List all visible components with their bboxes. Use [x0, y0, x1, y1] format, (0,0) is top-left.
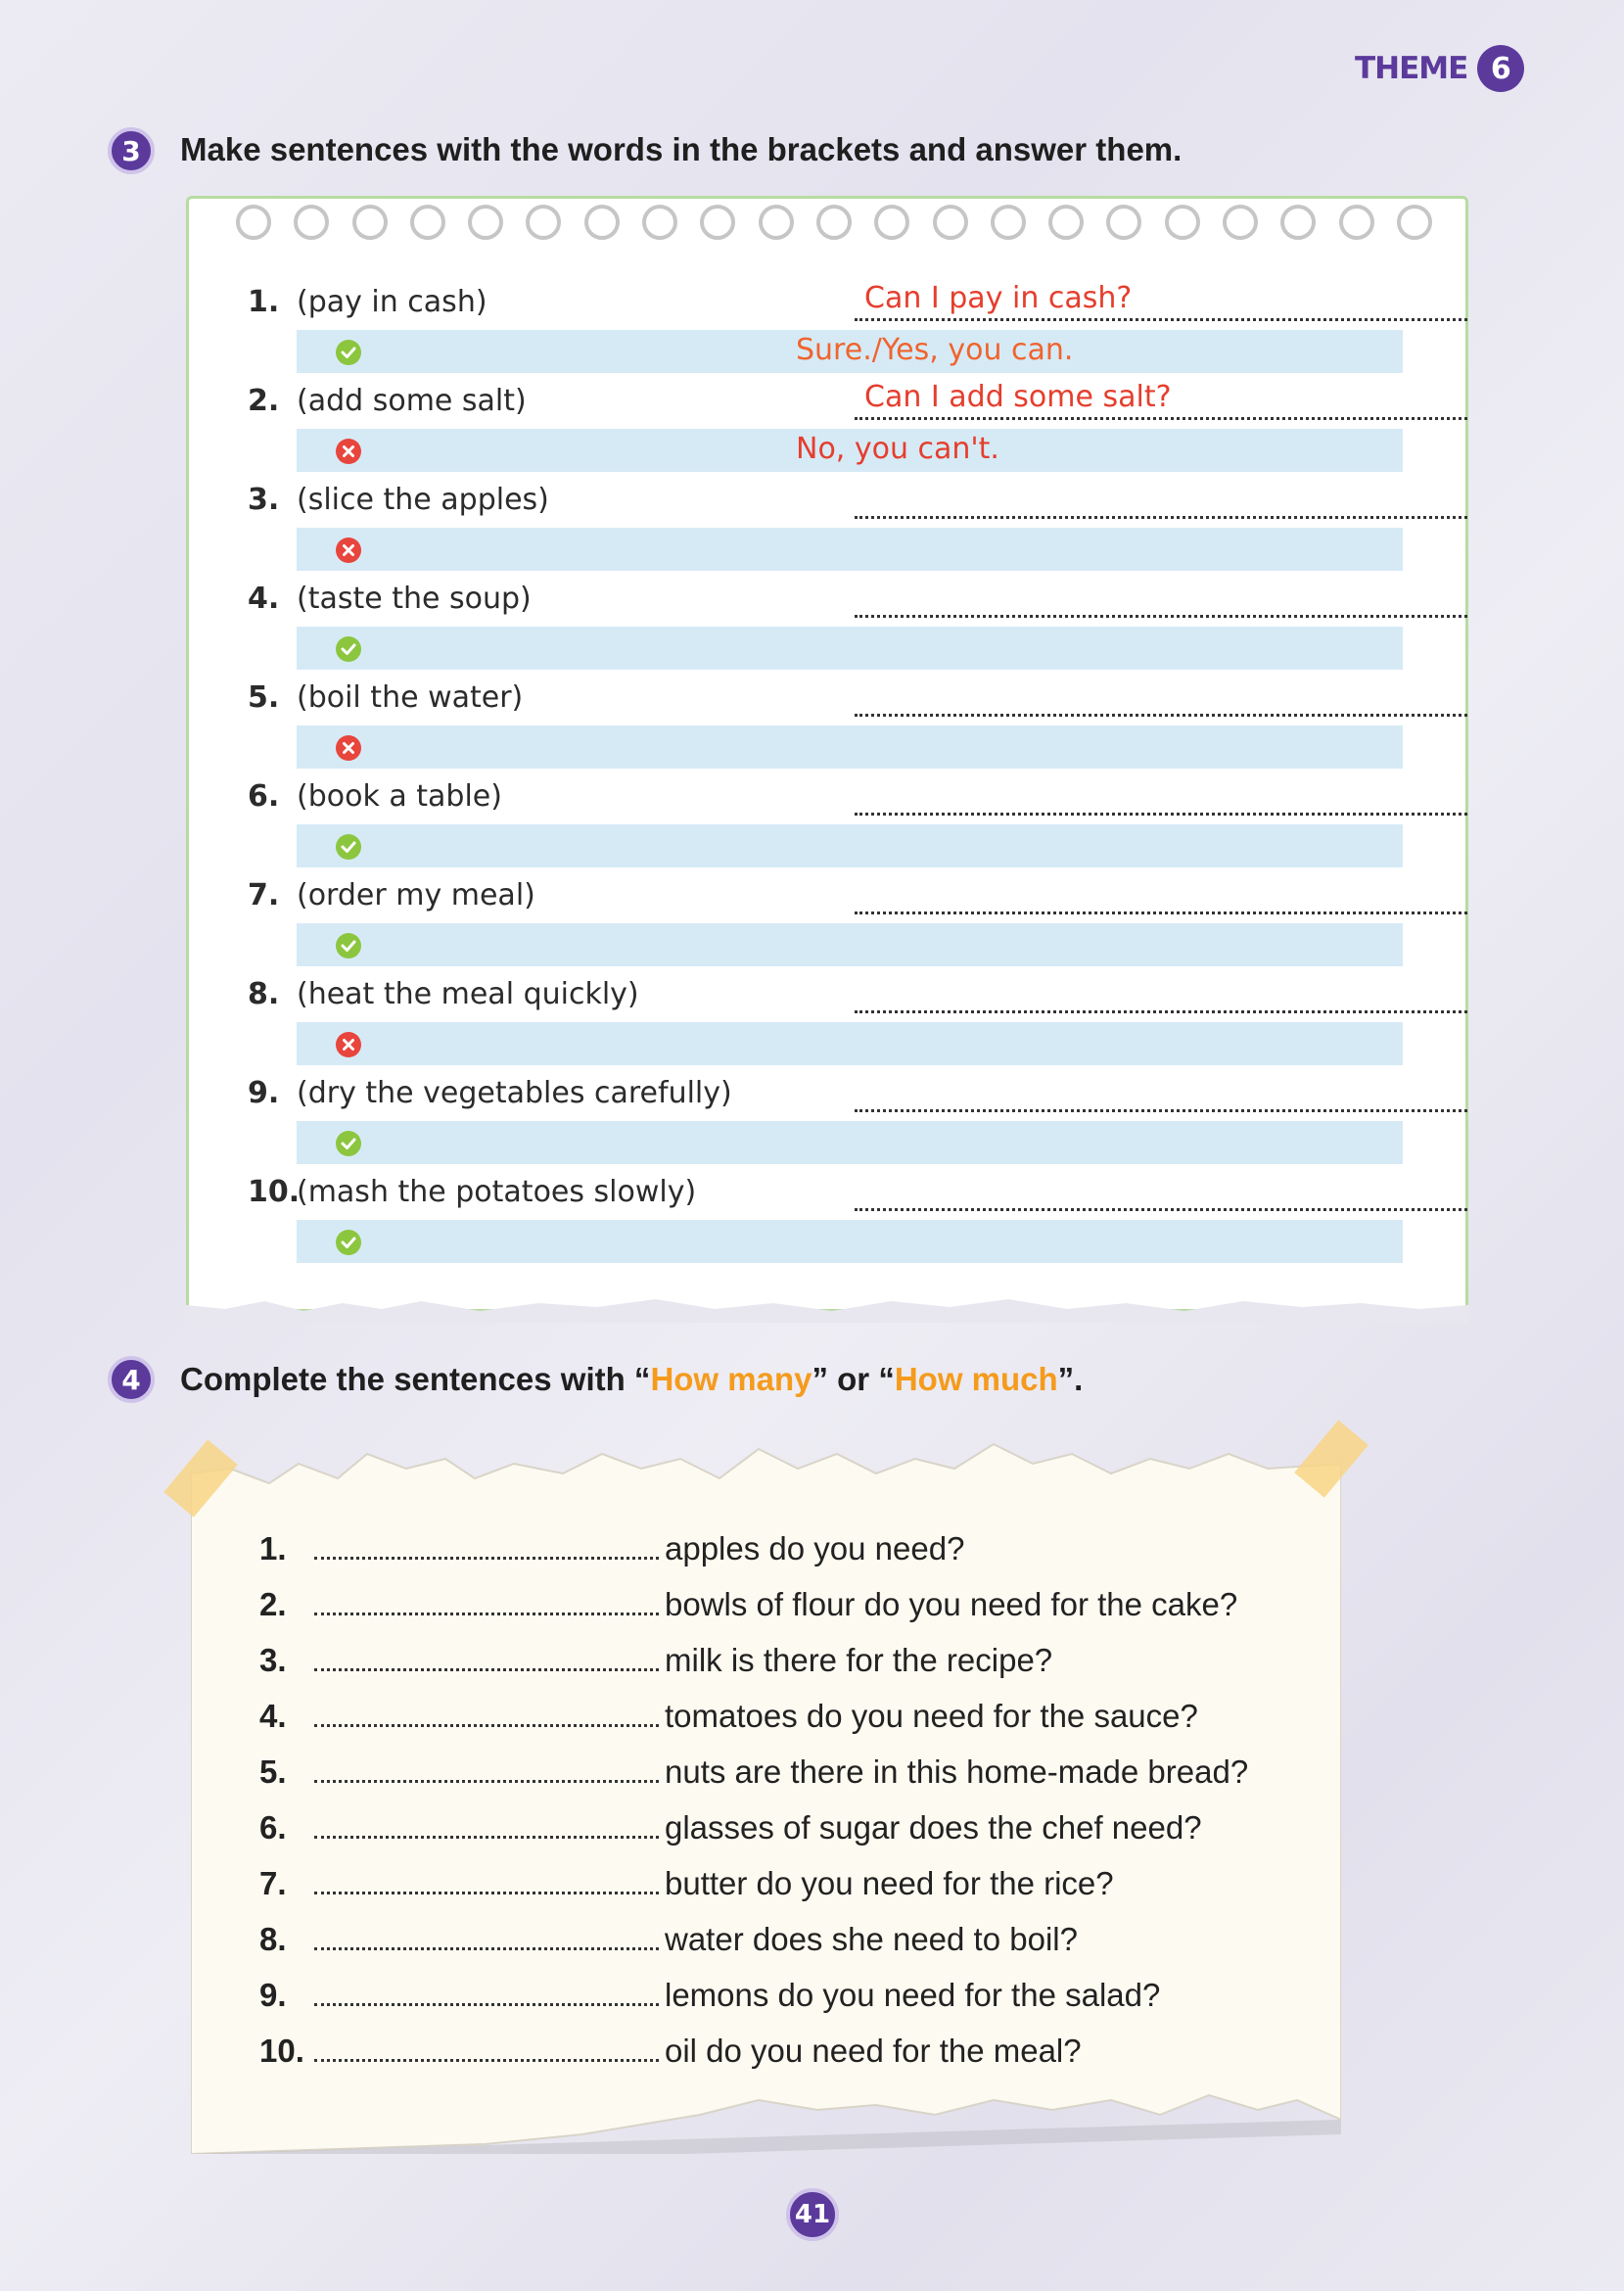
sentence-number: 1. — [259, 1530, 287, 1566]
sentence-text: bowls of flour do you need for the cake? — [665, 1586, 1238, 1622]
question-prompt: (add some salt) — [297, 384, 527, 418]
reply-text: No, you can't. — [796, 432, 999, 466]
question-prompt: (book a table) — [297, 779, 502, 814]
reply-band[interactable] — [297, 1220, 1403, 1263]
question-prompt: (boil the water) — [297, 680, 524, 715]
blank-line[interactable] — [314, 1866, 659, 1894]
answer-line[interactable] — [855, 1010, 1467, 1013]
check-circle-icon — [336, 834, 361, 860]
question-prompt: (dry the vegetables carefully) — [297, 1076, 732, 1110]
answer-line[interactable] — [855, 912, 1467, 914]
sentence-row — [259, 1977, 1160, 2030]
question-number: 8. — [248, 977, 280, 1011]
sentence-number: 9. — [259, 1977, 287, 2013]
reply-band[interactable] — [297, 627, 1403, 670]
cross-circle-icon — [336, 1032, 361, 1057]
exercise-4-title — [180, 1361, 1083, 1398]
sentence-text: water does she need to boil? — [665, 1921, 1078, 1957]
question-prompt: (mash the potatoes slowly) — [297, 1175, 697, 1209]
notebook-ring — [410, 205, 445, 240]
question-number: 10. — [248, 1175, 301, 1209]
notebook-ring — [816, 205, 852, 240]
notebook-ring — [236, 205, 271, 240]
sentence-text: milk is there for the recipe? — [665, 1642, 1053, 1678]
theme-label: THEME — [1355, 51, 1468, 86]
sentence-text: butter do you need for the rice? — [665, 1865, 1114, 1901]
notebook-ring — [759, 205, 794, 240]
sentence-row — [259, 1586, 1237, 1639]
reply-band[interactable] — [297, 824, 1403, 867]
check-circle-icon — [336, 1131, 361, 1156]
notebook-ring — [294, 205, 329, 240]
cross-circle-icon — [336, 538, 361, 563]
blank-line[interactable] — [314, 1810, 659, 1839]
notebook-ring — [991, 205, 1026, 240]
question-prompt: (pay in cash) — [297, 285, 487, 319]
question-prompt: (heat the meal quickly) — [297, 977, 639, 1011]
reply-band[interactable] — [297, 1121, 1403, 1164]
sentence-number: 8. — [259, 1921, 287, 1957]
question-number: 3. — [248, 483, 280, 517]
answer-line[interactable] — [855, 1208, 1467, 1211]
notebook-ring — [700, 205, 735, 240]
blank-line[interactable] — [314, 1587, 659, 1615]
question-number: 2. — [248, 384, 280, 418]
answer-line[interactable] — [855, 417, 1467, 420]
question-row — [248, 771, 1442, 820]
notebook-ring — [1106, 205, 1141, 240]
sentence-number: 10. — [259, 2033, 304, 2069]
reply-band[interactable] — [297, 429, 1403, 472]
answer-line[interactable] — [855, 318, 1467, 321]
sentence-row — [259, 1698, 1198, 1751]
notebook-ring — [874, 205, 909, 240]
cross-circle-icon — [336, 439, 361, 464]
exercise-4-paper — [191, 1425, 1341, 2154]
notebook-ring — [1280, 205, 1316, 240]
blank-line[interactable] — [314, 1922, 659, 1950]
question-number: 4. — [248, 582, 280, 616]
sentence-text: tomatoes do you need for the sauce? — [665, 1698, 1198, 1734]
question-row — [248, 574, 1442, 623]
cross-circle-icon — [336, 735, 361, 761]
check-circle-icon — [336, 1230, 361, 1255]
notebook-ring — [468, 205, 503, 240]
notebook-ring — [1223, 205, 1258, 240]
reply-band[interactable] — [297, 1022, 1403, 1065]
option-how-much: How much — [894, 1361, 1058, 1397]
question-row — [248, 969, 1442, 1018]
question-row — [248, 673, 1442, 722]
check-circle-icon — [336, 340, 361, 365]
reply-band[interactable] — [297, 330, 1403, 373]
blank-line[interactable] — [314, 1531, 659, 1560]
reply-band[interactable] — [297, 725, 1403, 769]
check-circle-icon — [336, 636, 361, 662]
sentence-row — [259, 1865, 1114, 1918]
answer-line[interactable] — [855, 516, 1467, 519]
question-number: 9. — [248, 1076, 280, 1110]
question-number: 1. — [248, 285, 280, 319]
sentence-row — [259, 1642, 1052, 1695]
sentence-text: nuts are there in this home-made bread? — [665, 1753, 1249, 1790]
sentence-row — [259, 1753, 1248, 1806]
notebook-rings — [236, 205, 1455, 240]
exercise-3-title: Make sentences with the words in the brackets and answer them. — [180, 131, 1183, 167]
question-number: 6. — [248, 779, 280, 814]
exercise-3-number: 3 — [108, 127, 155, 174]
question-number: 7. — [248, 878, 280, 912]
sentence-number: 2. — [259, 1586, 287, 1622]
question-row — [248, 376, 1442, 425]
exercise-4-title-prefix: Complete the sentences with “ — [180, 1361, 651, 1397]
answer-line[interactable] — [855, 1109, 1467, 1112]
sentence-text: oil do you need for the meal? — [665, 2033, 1082, 2069]
blank-line[interactable] — [314, 1699, 659, 1727]
notebook-ring — [1397, 205, 1432, 240]
sentence-row — [259, 1809, 1202, 1862]
notebook-ring — [1165, 205, 1200, 240]
notebook-ring — [352, 205, 388, 240]
question-row — [248, 1167, 1442, 1216]
reply-band[interactable] — [297, 528, 1403, 571]
sentence-number: 5. — [259, 1753, 287, 1790]
sentence-number: 7. — [259, 1865, 287, 1901]
blank-line[interactable] — [314, 1978, 659, 2006]
answer-line[interactable] — [855, 615, 1467, 618]
exercise-3-notebook — [186, 196, 1468, 1312]
question-row — [248, 475, 1442, 524]
notebook-ring — [933, 205, 968, 240]
torn-edge — [186, 1295, 1468, 1323]
exercise-4-title-mid: ” or “ — [812, 1361, 895, 1397]
page-number: 41 — [786, 2188, 839, 2241]
theme-header — [1355, 45, 1524, 92]
sentence-text: lemons do you need for the salad? — [665, 1977, 1161, 2013]
answer-line[interactable] — [855, 714, 1467, 717]
answer-line[interactable] — [855, 813, 1467, 816]
sentence-number: 6. — [259, 1809, 287, 1846]
question-answer: Can I pay in cash? — [864, 281, 1133, 315]
question-prompt: (slice the apples) — [297, 483, 549, 517]
option-how-many: How many — [650, 1361, 812, 1397]
question-prompt: (taste the soup) — [297, 582, 532, 616]
blank-line[interactable] — [314, 2034, 659, 2062]
notebook-ring — [526, 205, 561, 240]
question-number: 5. — [248, 680, 280, 715]
question-row — [248, 1068, 1442, 1117]
exercise-4-title-suffix: ”. — [1057, 1361, 1084, 1397]
reply-text: Sure./Yes, you can. — [796, 333, 1074, 367]
question-answer: Can I add some salt? — [864, 380, 1172, 414]
sentence-row — [259, 1921, 1078, 1974]
theme-number-badge: 6 — [1477, 45, 1524, 92]
sentence-number: 3. — [259, 1642, 287, 1678]
blank-line[interactable] — [314, 1643, 659, 1671]
question-prompt: (order my meal) — [297, 878, 535, 912]
notebook-ring — [642, 205, 677, 240]
exercise-4-number: 4 — [108, 1356, 155, 1403]
sentence-text: apples do you need? — [665, 1530, 965, 1566]
notebook-ring — [584, 205, 620, 240]
sentence-text: glasses of sugar does the chef need? — [665, 1809, 1202, 1846]
reply-band[interactable] — [297, 923, 1403, 966]
sentence-row — [259, 1530, 964, 1583]
blank-line[interactable] — [314, 1754, 659, 1783]
notebook-ring — [1339, 205, 1374, 240]
question-row — [248, 277, 1442, 326]
sentence-number: 4. — [259, 1698, 287, 1734]
notebook-ring — [1048, 205, 1084, 240]
sentence-row — [259, 2033, 1082, 2085]
check-circle-icon — [336, 933, 361, 958]
question-row — [248, 870, 1442, 919]
